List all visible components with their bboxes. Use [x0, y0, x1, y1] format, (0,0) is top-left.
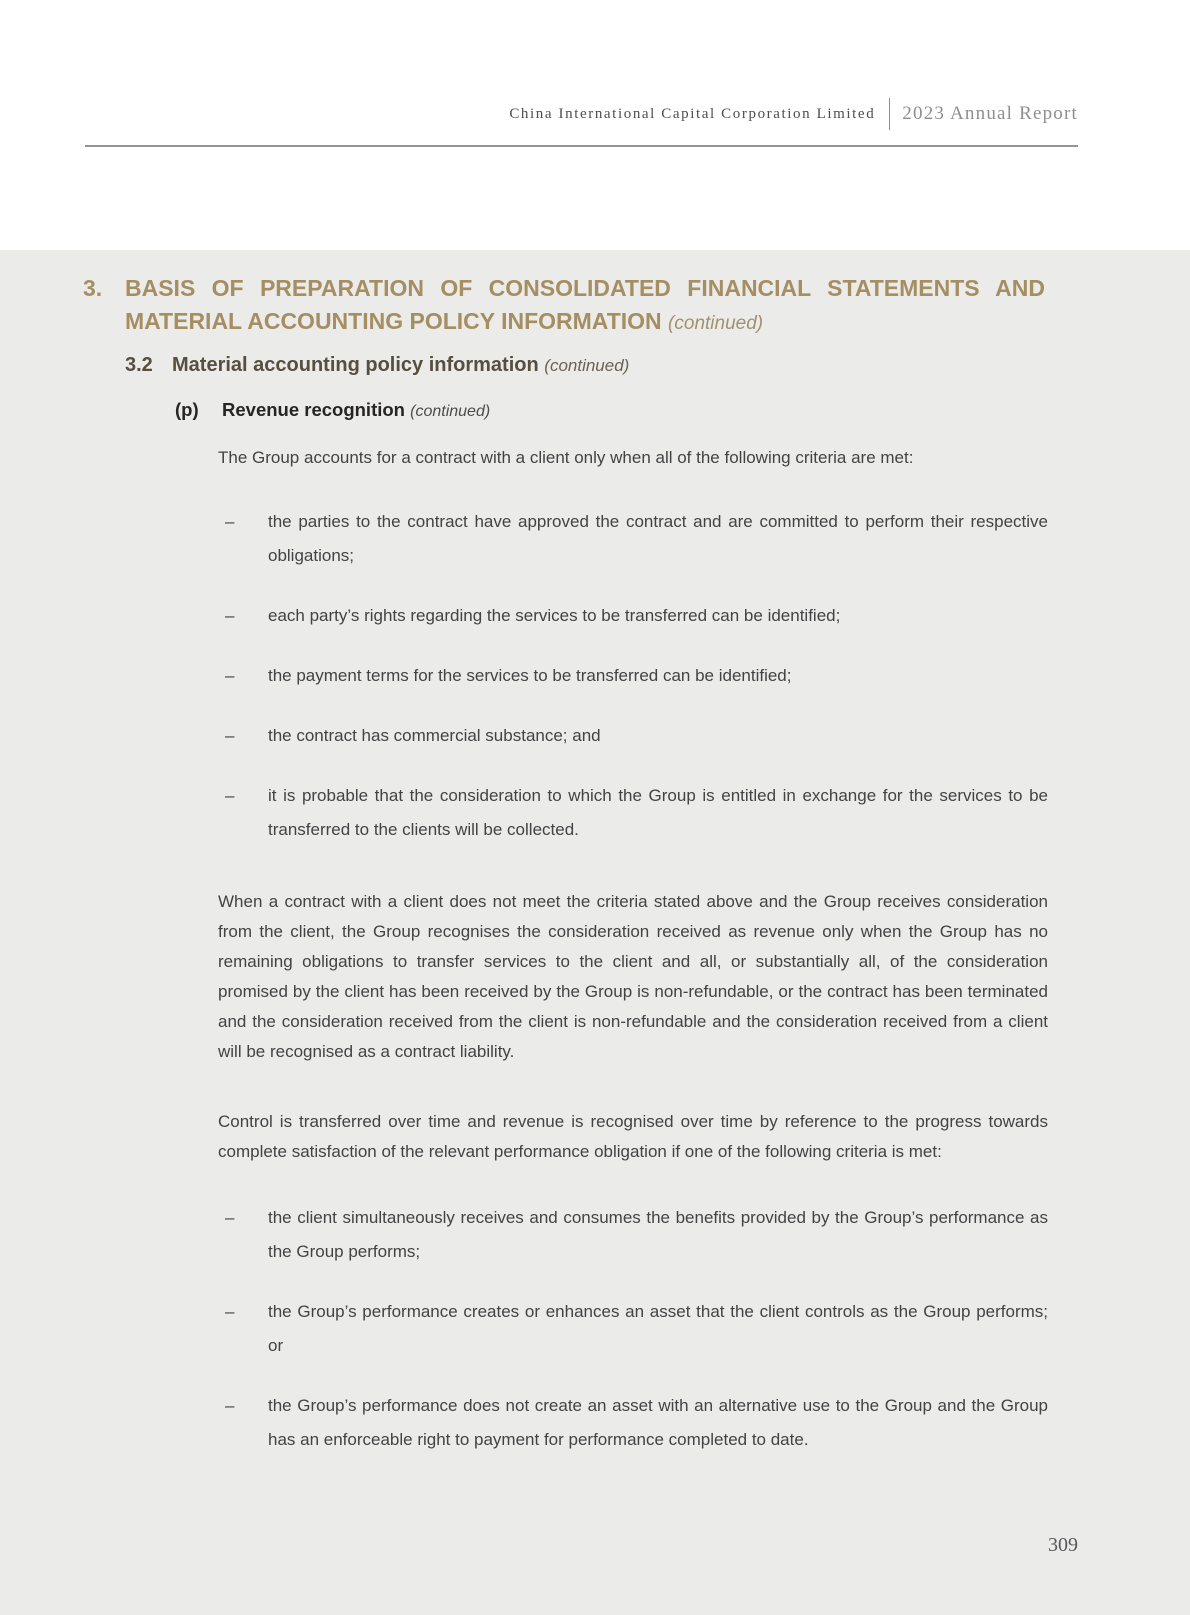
clause-title — [222, 397, 490, 425]
list-item — [218, 719, 1048, 753]
list-item — [218, 599, 1048, 633]
list-item — [218, 1389, 1048, 1457]
section-number: 3. — [83, 275, 103, 301]
subsection-number: 3.2 — [125, 354, 153, 376]
list-item — [218, 779, 1048, 847]
section-heading — [83, 272, 1045, 340]
dash-bullet: – — [225, 786, 235, 805]
list-item-text: the parties to the contract have approved the contract and are committed to perform their respective obligations; — [268, 512, 1048, 565]
dash-bullet: – — [225, 666, 235, 685]
list-item-text: the payment terms for the services to be transferred can be identified; — [268, 666, 792, 685]
list-item-text: the Group’s performance creates or enhances an asset that the client controls as the Group performs; or — [268, 1302, 1048, 1355]
clause-continued: (continued) — [410, 403, 491, 420]
intro-paragraph: The Group accounts for a contract with a client only when all of the following criteria are met: — [218, 448, 914, 467]
list-item-text: the Group’s performance does not create an asset with an alternative use to the Group and the Group has an enforceable right to payment for performance completed to date. — [268, 1396, 1048, 1449]
paragraph-consideration: When a contract with a client does not meet the criteria stated above and the Group receives consideration from the client, the Group recognises the consideration received as revenue only when the Group has no remaining obligations to transfer services to the client and all, or substantially all, of the consideration promised by the client has been received by the Group is non-refundable, or the contract has been terminated and the consideration received from the client is non-refundable and the consideration received from a client will be recognised as a contract liability. — [218, 892, 1048, 1061]
list-item — [218, 1295, 1048, 1363]
subsection-title — [172, 352, 629, 379]
clause-number: (p) — [175, 399, 199, 420]
dash-bullet: – — [225, 1208, 235, 1227]
section-title — [125, 272, 1045, 340]
header-divider — [889, 98, 890, 130]
dash-bullet: – — [225, 512, 235, 531]
dash-bullet: – — [225, 1302, 235, 1321]
list-item — [218, 1201, 1048, 1269]
subsection-title-text: Material accounting policy information — [172, 354, 539, 376]
dash-bullet: – — [225, 726, 235, 745]
list-item — [218, 505, 1048, 573]
list-item — [218, 659, 1048, 693]
list-item-text: each party’s rights regarding the services to be transferred can be identified; — [268, 606, 841, 625]
body-column — [218, 443, 1048, 1457]
criteria-list-1 — [218, 505, 1048, 847]
dash-bullet: – — [225, 1396, 235, 1415]
list-item-text: the contract has commercial substance; and — [268, 726, 601, 745]
clause-title-text: Revenue recognition — [222, 399, 405, 420]
subsection-heading — [125, 352, 1190, 379]
subsection-continued: (continued) — [544, 356, 630, 375]
clause-heading — [175, 397, 1190, 425]
page-number: 309 — [1048, 1534, 1078, 1556]
paragraph-control: Control is transferred over time and revenue is recognised over time by reference to the progress towards complete satisfaction of the relevant performance obligation if one of the following criteria is met: — [218, 1112, 1048, 1161]
list-item-text: the client simultaneously receives and consumes the benefits provided by the Group’s performance as the Group performs; — [268, 1208, 1048, 1261]
content-area — [0, 250, 1190, 1615]
list-item-text: it is probable that the consideration to which the Group is entitled in exchange for the services to be transferred to the clients will be collected. — [268, 786, 1048, 839]
criteria-list-2 — [218, 1201, 1048, 1457]
header-rule — [85, 145, 1078, 147]
section-title-text: BASIS OF PREPARATION OF CONSOLIDATED FINANCIAL STATEMENTS AND MATERIAL ACCOUNTING POLICY INFORMATION — [125, 275, 1045, 334]
company-name: China International Capital Corporation Limited — [509, 105, 876, 122]
dash-bullet: – — [225, 606, 235, 625]
page-header — [509, 98, 1078, 130]
report-title: 2023 Annual Report — [902, 103, 1078, 124]
section-continued: (continued) — [668, 313, 764, 334]
